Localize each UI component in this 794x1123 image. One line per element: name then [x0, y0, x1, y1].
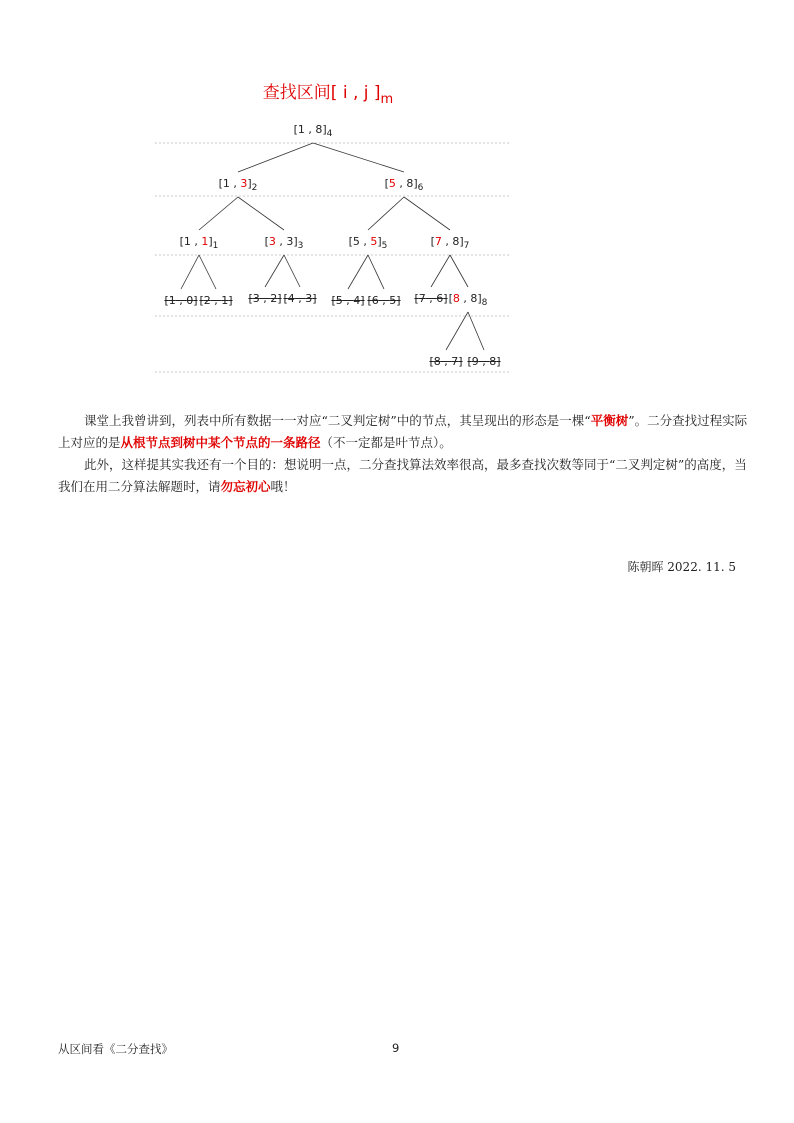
tree-edge: [446, 312, 468, 350]
node-j: 3: [286, 235, 294, 248]
tree-node-7-8: [7 , $8]_7$: [430, 235, 470, 251]
node-j: 0: [186, 294, 194, 307]
node-i: 7: [434, 235, 442, 248]
node-j: 3: [240, 177, 248, 190]
tree-node-3-2: [3 , 2]: [248, 292, 282, 305]
node-i: 9: [471, 355, 479, 368]
tree-node-2-1: [2 , 1]: [199, 294, 233, 307]
node-i: 4: [287, 292, 295, 305]
node-m: 7: [463, 241, 470, 251]
node-j: 8: [315, 123, 323, 136]
tree-edge: [238, 197, 284, 230]
tree-edge: [348, 255, 368, 289]
node-i: 2: [203, 294, 211, 307]
highlight-original-intent: 勿忘初心: [220, 479, 271, 494]
node-j: 5: [389, 294, 397, 307]
tree-edge: [404, 197, 450, 230]
tree-edge: [284, 255, 300, 287]
paragraph-1-text-c: （不一定都是叶节点）。: [320, 435, 452, 450]
tree-edge: [450, 255, 468, 287]
paragraph-1-text-a: 课堂上我曾讲到，列表中所有数据一一对应“二叉判定树”中的节点，其呈现出的形态是一棵“: [84, 413, 591, 428]
tree-edge: [313, 143, 404, 172]
node-j: 8: [452, 235, 460, 248]
node-i: 8: [452, 292, 460, 305]
paragraph-2-text-a: 此外，这样提其实我还有一个目的：想说明一点，二分查找算法效率很高，最多查找次数等同于“二叉判定树”的高度，当我们在用二分算法解题时，请: [58, 457, 747, 494]
node-m: 3: [297, 241, 304, 251]
tree-node-1-3: [1 , $3]_2$: [218, 177, 258, 193]
tree-edge: [368, 255, 384, 289]
node-i: 1: [168, 294, 176, 307]
paragraph-2-text-b: 哦！: [270, 479, 296, 494]
node-j: 8: [489, 355, 497, 368]
tree-node-3-3: [3 , $3]_3$: [264, 235, 304, 251]
node-i: 7: [418, 292, 426, 305]
diagram-title-subscript: m: [380, 92, 394, 107]
tree-edge: [468, 312, 484, 350]
tree-edge: [199, 197, 238, 230]
node-i: 8: [433, 355, 441, 368]
node-j: 8: [406, 177, 414, 190]
node-i: 6: [371, 294, 379, 307]
node-i: 3: [268, 235, 276, 248]
tree-edge: [199, 255, 216, 289]
node-i: 1: [183, 235, 191, 248]
tree-node-1-8: [1 , $8]_4$: [293, 123, 333, 139]
node-i: 5: [352, 235, 360, 248]
node-i: 5: [335, 294, 343, 307]
highlight-root-path: 从根节点到树中某个节点的一条路径: [120, 435, 321, 450]
node-m: 1: [212, 241, 219, 251]
node-i: 5: [388, 177, 396, 190]
tree-node-5-8: [5 , $8]_6$: [384, 177, 424, 193]
author-signature: 陈朝晖 2022. 11. 5: [627, 560, 736, 574]
tree-node-5-5: [5 , $5]_5$: [348, 235, 388, 251]
node-m: 5: [381, 241, 388, 251]
node-j: 6: [436, 292, 444, 305]
node-i: 1: [297, 123, 305, 136]
tree-edge: [265, 255, 284, 287]
node-j: 5: [370, 235, 378, 248]
tree-node-9-8: [9 , 8]: [467, 355, 501, 368]
tree-node-8-8: [8 , $8]_8$: [448, 292, 488, 308]
tree-edge: [238, 143, 313, 172]
node-m: 2: [251, 183, 258, 193]
tree-node-1-0: [1 , 0]: [164, 294, 198, 307]
footer-document-title: 从区间看《二分查找》: [58, 1042, 173, 1056]
node-i: 1: [222, 177, 230, 190]
node-m: 8: [481, 298, 488, 308]
tree-node-1-1: [1 , $1]_1$: [179, 235, 219, 251]
node-j: 7: [451, 355, 459, 368]
node-j: 1: [201, 235, 209, 248]
tree-node-4-3: [4 , 3]: [283, 292, 317, 305]
tree-node-8-7: [8 , 7]: [429, 355, 463, 368]
tree-node-7-6: [7 , 6]: [414, 292, 448, 305]
node-j: 4: [353, 294, 361, 307]
diagram-title-main: 查找区间[ i , j ]: [262, 83, 381, 103]
node-j: 8: [470, 292, 478, 305]
node-j: 2: [270, 292, 278, 305]
highlight-balanced-tree: 平衡树: [590, 413, 629, 428]
page-number: 9: [392, 1041, 400, 1055]
node-j: 3: [305, 292, 313, 305]
tree-node-6-5: [6 , 5]: [367, 294, 401, 307]
node-m: 4: [326, 129, 333, 139]
paragraph-2: [58, 454, 748, 498]
tree-edge: [431, 255, 450, 287]
node-m: 6: [417, 183, 424, 193]
paragraph-1-text-b: ”。二分查找过程实际上对应的是: [58, 413, 748, 450]
tree-edge: [368, 197, 404, 230]
node-i: 3: [252, 292, 260, 305]
paragraph-1: [58, 410, 748, 454]
node-j: 1: [221, 294, 229, 307]
tree-node-5-4: [5 , 4]: [331, 294, 365, 307]
tree-edge: [181, 255, 199, 289]
binary-decision-tree: [0, 0, 794, 400]
